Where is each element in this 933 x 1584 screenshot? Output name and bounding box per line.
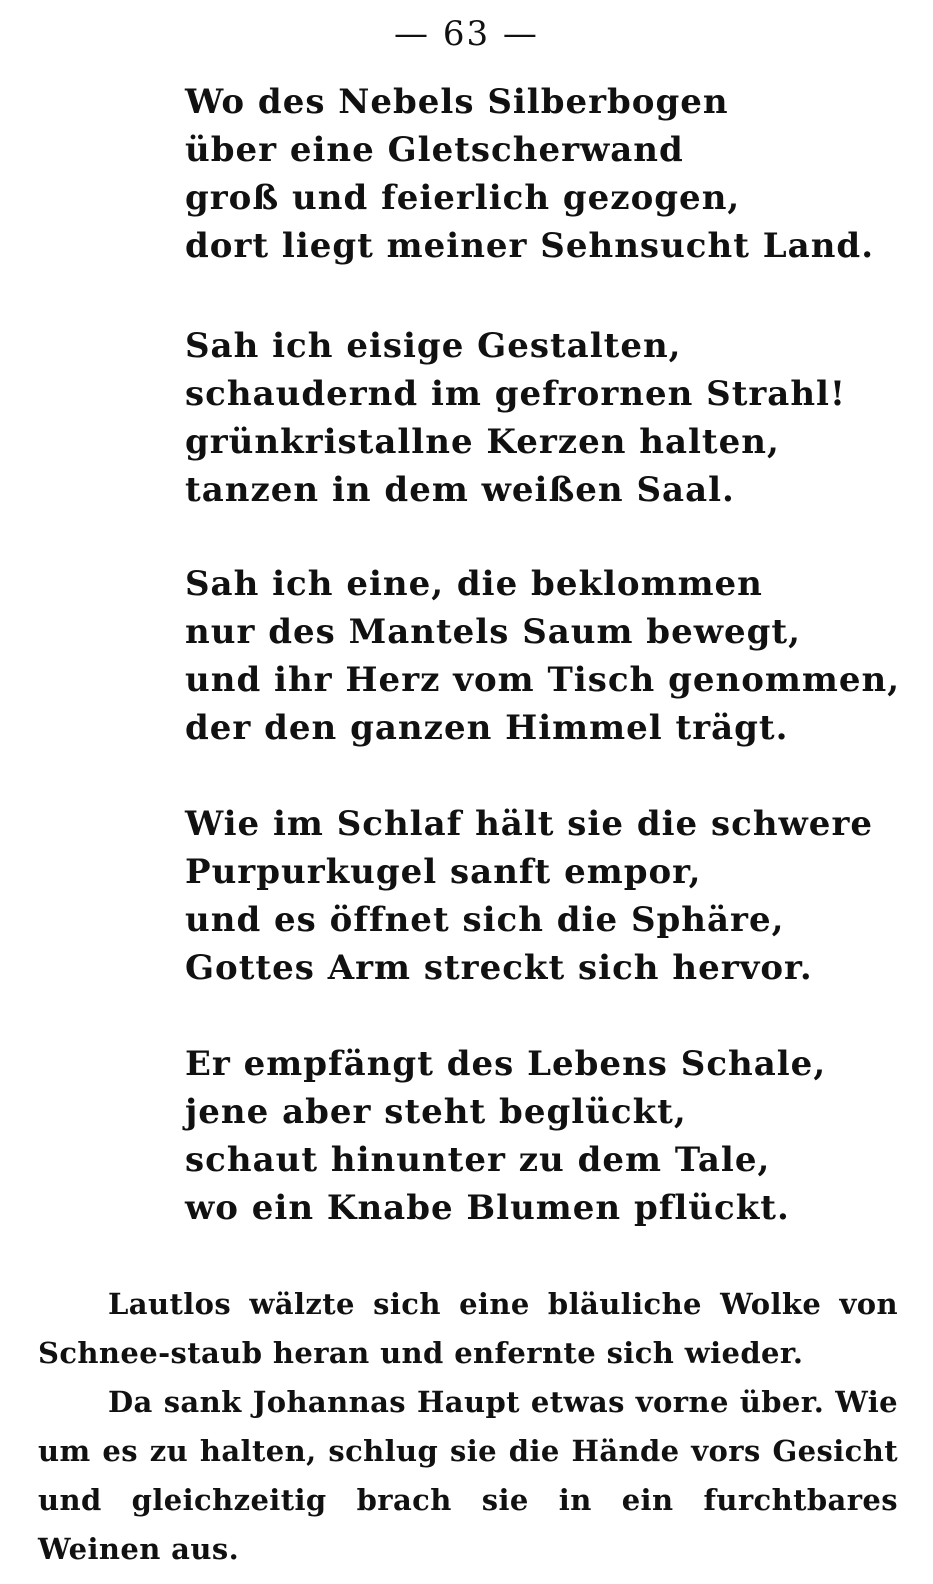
verse-line: jene aber steht beglückt,: [185, 1092, 687, 1132]
verse-line: groß und feierlich gezogen,: [185, 178, 741, 218]
poem-stanza-4: [185, 800, 873, 992]
verse-line: Wo des Nebels Silberbogen: [185, 82, 729, 122]
verse-line: schaudernd im gefrornen Strahl!: [185, 374, 846, 414]
verse-line: nur des Mantels Saum bewegt,: [185, 612, 801, 652]
verse-line: dort liegt meiner Sehnsucht Land.: [185, 226, 875, 266]
verse-line: Sah ich eine, die beklommen: [185, 564, 763, 604]
poem-stanza-5: [185, 1040, 845, 1232]
verse-line: schaut hinunter zu dem Tale,: [185, 1140, 771, 1180]
prose-paragraph: Da sank Johannas Haupt etwas vorne über. Wie um es zu halten, schlug sie die Hände vors Gesicht und gleichzeitig brach sie in ein furchtbares Weinen aus.: [38, 1385, 898, 1566]
verse-line: Sah ich eisige Gestalten,: [185, 326, 682, 366]
poem-stanza-1: [185, 78, 875, 270]
page-number: — 63 —: [394, 14, 539, 54]
verse-line: und ihr Herz vom Tisch genommen,: [185, 660, 901, 700]
verse-line: und es öffnet sich die Sphäre,: [185, 900, 785, 940]
verse-line: grünkristallne Kerzen halten,: [185, 422, 780, 462]
verse-line: Purpurkugel sanft empor,: [185, 852, 702, 892]
poem-stanza-2: [185, 322, 845, 514]
poem-stanza-3: [185, 560, 901, 752]
verse-line: über eine Gletscherwand: [185, 130, 684, 170]
prose-block: [38, 1280, 898, 1574]
verse-line: der den ganzen Himmel trägt.: [185, 708, 789, 748]
verse-line: Gottes Arm streckt sich hervor.: [185, 948, 813, 988]
prose-paragraph: Lautlos wälzte sich eine bläuliche Wolke von Schnee-staub heran und enfernte sich wieder.: [38, 1287, 898, 1370]
verse-line: Wie im Schlaf hält sie die schwere: [185, 804, 873, 844]
verse-line: Er empfängt des Lebens Schale,: [185, 1044, 827, 1084]
verse-line: wo ein Knabe Blumen pflückt.: [185, 1188, 790, 1228]
verse-line: tanzen in dem weißen Saal.: [185, 470, 735, 510]
